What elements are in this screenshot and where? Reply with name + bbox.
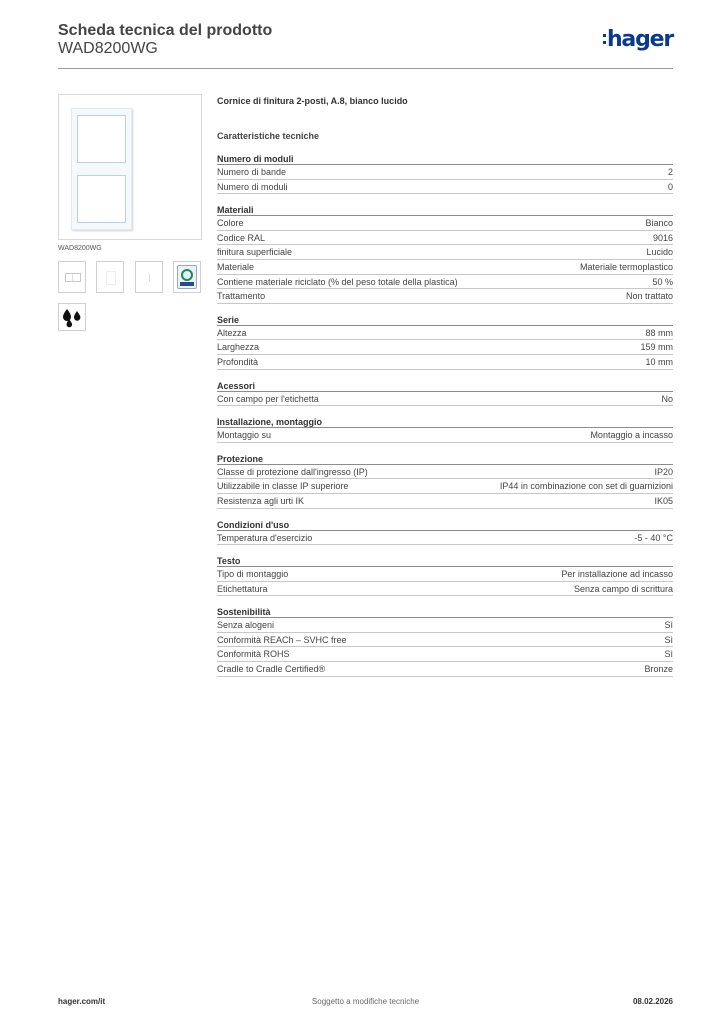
- spec-value: Bianco: [645, 218, 673, 229]
- spec-value: Sì: [664, 620, 673, 631]
- spec-row: [217, 647, 673, 662]
- spec-row: [217, 355, 673, 370]
- spec-value: 159 mm: [640, 342, 673, 353]
- section-title: Serie: [217, 314, 673, 326]
- spec-value: IP20: [654, 466, 673, 477]
- thumbnail-strip: [58, 261, 202, 293]
- spec-label: Conformità REACh – SVHC free: [217, 634, 347, 645]
- certification-badge-icon: [177, 265, 197, 289]
- spec-row: [217, 260, 673, 275]
- frame-side-thumbnail[interactable]: [135, 261, 163, 293]
- spec-section: [217, 606, 673, 676]
- spec-value: Bronze: [644, 664, 673, 675]
- water-drops-svg: [59, 304, 85, 330]
- spec-label: Etichettatura: [217, 583, 268, 594]
- section-title: Acessori: [217, 380, 673, 392]
- section-title: Materiali: [217, 204, 673, 216]
- spec-value: Sì: [664, 649, 673, 660]
- cover-frame-illustration: [71, 108, 132, 230]
- certification-badge-thumbnail[interactable]: [173, 261, 201, 293]
- spec-label: Larghezza: [217, 342, 260, 353]
- spec-row: [217, 245, 673, 260]
- section-title: Installazione, montaggio: [217, 416, 673, 428]
- logo-dots-icon: [603, 32, 606, 46]
- spec-row: [217, 662, 673, 677]
- section-title: Testo: [217, 555, 673, 567]
- section-title: Sostenibilità: [217, 606, 673, 618]
- frame-blank-thumbnail[interactable]: [96, 261, 124, 293]
- page-footer: [58, 997, 673, 1009]
- spec-row: [217, 165, 673, 180]
- spec-label: Temperatura d'esercizio: [217, 532, 313, 543]
- product-main-image[interactable]: [58, 94, 202, 240]
- spec-label: Colore: [217, 218, 244, 229]
- footer-note: Soggetto a modifiche tecniche: [311, 997, 420, 1006]
- frame-opening-top: [77, 115, 126, 163]
- spec-value: 2: [667, 167, 673, 177]
- spec-label: Materiale: [217, 261, 255, 272]
- spec-section: [217, 380, 673, 407]
- spec-section: [217, 314, 673, 370]
- spec-value: 10 mm: [645, 356, 673, 367]
- spec-label: Utilizzabile in classe IP superiore: [217, 481, 349, 492]
- spec-section: [217, 555, 673, 596]
- spec-sections: [217, 153, 673, 677]
- spec-row: [217, 428, 673, 443]
- spec-row: [217, 633, 673, 648]
- spec-row: [217, 340, 673, 355]
- section-title: Numero di moduli: [217, 153, 673, 165]
- product-gallery: [58, 94, 202, 252]
- spec-section: [217, 153, 673, 194]
- frame-front-thumbnail[interactable]: [58, 261, 86, 293]
- spec-row: [217, 618, 673, 633]
- spec-row: [217, 392, 673, 407]
- spec-label: Senza alogeni: [217, 620, 275, 631]
- spec-value: IK05: [654, 495, 673, 506]
- spec-value: Montaggio a incasso: [590, 430, 673, 441]
- spec-section: [217, 416, 673, 443]
- page-header: [58, 20, 673, 68]
- spec-label: Trattamento: [217, 291, 266, 302]
- spec-value: Materiale termoplastico: [579, 261, 673, 272]
- water-drops-icon: [58, 303, 86, 331]
- product-description: Cornice di finitura 2-posti, A.8, bianco lucido: [217, 96, 408, 106]
- spec-label: Profondità: [217, 356, 259, 367]
- spec-row: [217, 289, 673, 304]
- spec-row: [217, 479, 673, 494]
- spec-value: Per installazione ad incasso: [561, 569, 673, 580]
- spec-row: [217, 216, 673, 231]
- spec-label: Altezza: [217, 327, 247, 338]
- spec-content: [217, 94, 673, 677]
- spec-label: Montaggio su: [217, 430, 272, 441]
- spec-section: [217, 519, 673, 546]
- spec-label: Numero di moduli: [217, 181, 288, 192]
- spec-row: [217, 531, 673, 546]
- spec-value: -5 - 40 °C: [634, 532, 673, 543]
- spec-label: Classe di protezione dall'ingresso (IP): [217, 466, 368, 477]
- spec-value: Non trattato: [625, 291, 673, 302]
- footer-date: 08.02.2026: [632, 997, 673, 1006]
- spec-value: Sì: [664, 634, 673, 645]
- product-code: WAD8200WG: [58, 40, 158, 57]
- spec-value: 88 mm: [645, 327, 673, 338]
- spec-value: Lucido: [646, 247, 673, 258]
- spec-label: Numero di bande: [217, 167, 287, 177]
- spec-label: Cradle to Cradle Certified®: [217, 664, 326, 675]
- header-divider: [58, 68, 673, 69]
- spec-label: finitura superficiale: [217, 247, 293, 258]
- specs-heading: Caratteristiche tecniche: [217, 131, 320, 141]
- spec-label: Contiene materiale riciclato (% del peso totale della plastica): [217, 276, 458, 287]
- spec-row: [217, 465, 673, 480]
- spec-row: [217, 567, 673, 582]
- spec-value: 9016: [652, 232, 673, 243]
- spec-section: [217, 204, 673, 304]
- spec-label: Con campo per l'etichetta: [217, 393, 319, 404]
- hager-logo: [603, 26, 673, 52]
- spec-label: Conformità ROHS: [217, 649, 290, 660]
- image-caption: WAD8200WG: [58, 245, 102, 252]
- footer-website-link[interactable]: hager.com/it: [58, 997, 106, 1006]
- spec-label: Tipo di montaggio: [217, 569, 289, 580]
- spec-label: Codice RAL: [217, 232, 266, 243]
- section-title: Condizioni d'uso: [217, 519, 673, 531]
- spec-value: Senza campo di scrittura: [573, 583, 673, 594]
- spec-value: 0: [667, 181, 673, 192]
- spec-row: [217, 231, 673, 246]
- frame-opening-bottom: [77, 175, 126, 223]
- section-title: Protezione: [217, 453, 673, 465]
- spec-row: [217, 494, 673, 509]
- spec-row: [217, 326, 673, 341]
- document-title: Scheda tecnica del prodotto: [58, 22, 273, 39]
- spec-value: IP44 in combinazione con set di guarnizioni: [499, 481, 673, 492]
- spec-row: [217, 275, 673, 290]
- spec-label: Resistenza agli urti IK: [217, 495, 305, 506]
- spec-section: [217, 453, 673, 509]
- logo-wordmark: hager: [606, 26, 673, 52]
- spec-row: [217, 180, 673, 195]
- spec-row: [217, 582, 673, 597]
- spec-value: 50 %: [652, 276, 673, 287]
- spec-value: No: [661, 393, 673, 404]
